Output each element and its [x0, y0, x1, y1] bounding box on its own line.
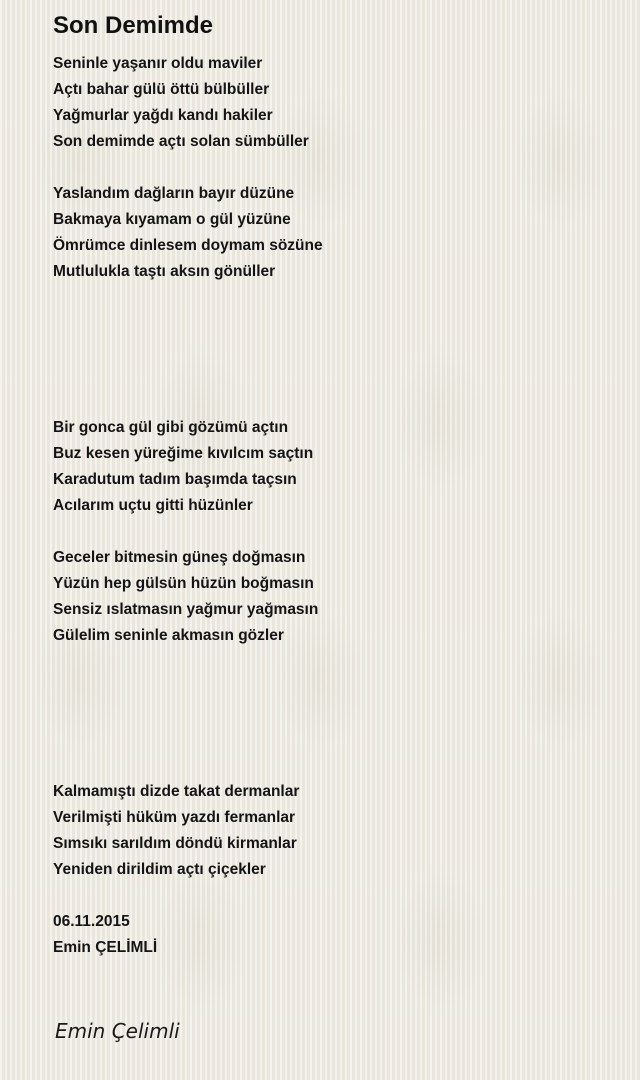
stanza-spacer — [53, 519, 613, 545]
poem-line: Açtı bahar gülü öttü bülbüller — [53, 81, 270, 98]
poem-line: Sımsıkı sarıldım döndü kirmanlar — [53, 835, 297, 852]
stanza-2 — [53, 181, 613, 285]
stanza-5 — [53, 779, 613, 883]
poem-line: Sensiz ıslatmasın yağmur yağmasın — [53, 601, 319, 618]
poem-line: Acılarım uçtu gitti hüzünler — [53, 497, 253, 514]
poem-line: Gülelim seninle akmasın gözler — [53, 627, 284, 644]
stanza-spacer — [53, 155, 613, 181]
poem-footer — [53, 909, 613, 961]
poem-line: Yüzün hep gülsün hüzün boğmasın — [53, 575, 314, 592]
stanza-spacer — [53, 285, 613, 415]
poem-line: Seninle yaşanır oldu maviler — [53, 55, 263, 72]
poem-line: Verilmişti hüküm yazdı fermanlar — [53, 809, 296, 826]
stanza-spacer — [53, 883, 613, 909]
poem-title: Son Demimde — [53, 12, 214, 39]
poem-line: Son demimde açtı solan sümbüller — [53, 133, 309, 150]
poem-line: Karadutum tadım başımda taçsın — [53, 471, 297, 488]
poem-date: 06.11.2015 — [53, 913, 130, 930]
poem-line: Bakmaya kıyamam o gül yüzüne — [53, 211, 291, 228]
poem-line: Ömrümce dinlesem doymam sözüne — [53, 237, 323, 254]
poem-line: Yaslandım dağların bayır düzüne — [53, 185, 295, 202]
stanza-1 — [53, 51, 613, 155]
stanza-4 — [53, 545, 613, 649]
poem-line: Mutlulukla taştı aksın gönüller — [53, 263, 276, 280]
poem-body — [53, 51, 613, 961]
poem-line: Yeniden dirildim açtı çiçekler — [53, 861, 266, 878]
poem-line: Bir gonca gül gibi gözümü açtın — [53, 419, 289, 436]
poem-author: Emin ÇELİMLİ — [53, 939, 158, 956]
poem-line: Geceler bitmesin güneş doğmasın — [53, 549, 306, 566]
poem-line: Yağmurlar yağdı kandı hakiler — [53, 107, 273, 124]
poem-line: Buz kesen yüreğime kıvılcım saçtın — [53, 445, 314, 462]
poem-line: Kalmamıştı dizde takat dermanlar — [53, 783, 300, 800]
author-signature: Emin Çelimli — [55, 1019, 180, 1043]
stanza-3 — [53, 415, 613, 519]
stanza-spacer — [53, 649, 613, 779]
